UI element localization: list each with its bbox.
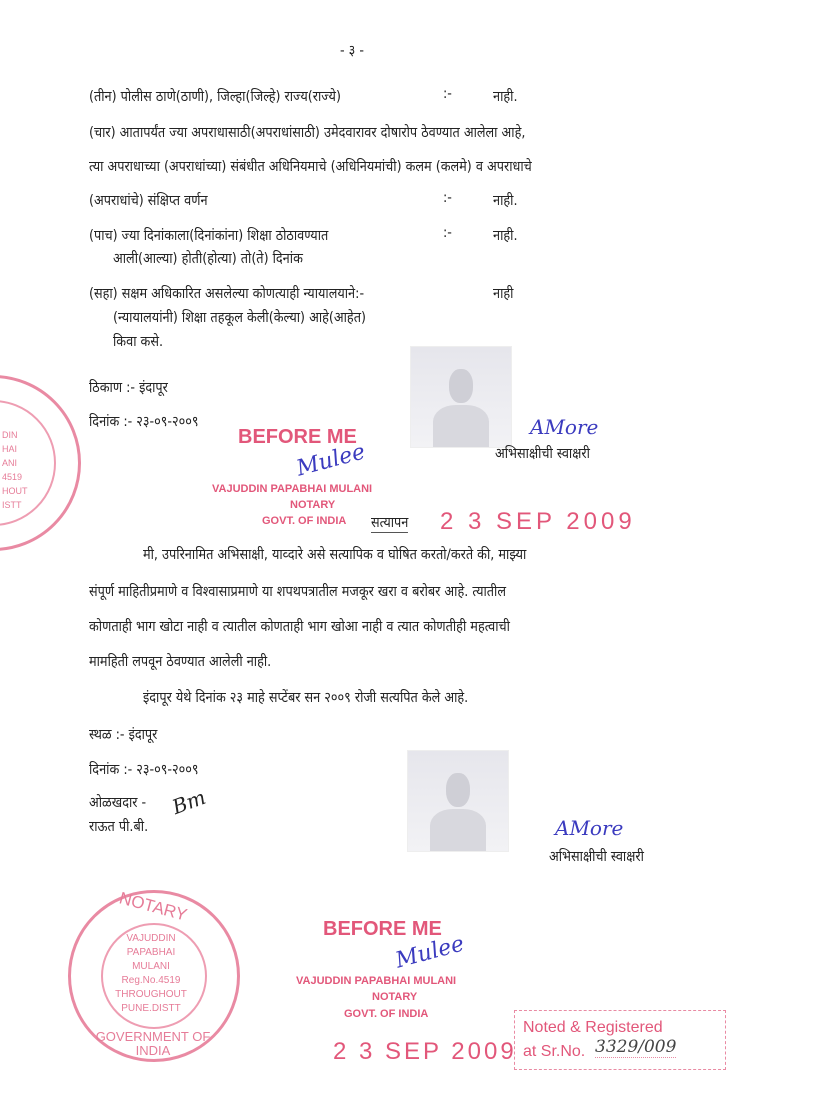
identifier-label: ओळखदार - bbox=[89, 795, 147, 811]
deponent-signature-label-2: अभिसाक्षीची स्वाक्षरी bbox=[549, 849, 644, 865]
answer: नाही. bbox=[493, 193, 518, 209]
seal-line: VAJUDDIN bbox=[126, 933, 176, 944]
deponent-signature-label: अभिसाक्षीची स्वाक्षरी bbox=[495, 446, 590, 462]
answer: नाही. bbox=[493, 228, 518, 244]
notary-govt: GOVT. OF INDIA bbox=[262, 515, 347, 527]
registration-number: 3329/009 bbox=[595, 1037, 677, 1057]
registration-label: at Sr.No. bbox=[523, 1043, 586, 1060]
seal-line: PUNE.DISTT bbox=[121, 1003, 181, 1014]
registration-stamp bbox=[514, 1010, 726, 1070]
verification-line3: कोणताही भाग खोटा नाही व त्यातील कोणताही भाग खोआ नाही व त्यात कोणतीही महत्वाची bbox=[89, 619, 510, 635]
separator: :- bbox=[443, 86, 452, 102]
clause-3: (तीन) पोलीस ठाणे(ठाणी), जिल्हा(जिल्हे) राज्य(राज्ये) bbox=[89, 89, 341, 105]
answer: नाही. bbox=[493, 89, 518, 105]
date-stamp-2: 2 3 SEP 2009 bbox=[333, 1038, 517, 1065]
date: दिनांक :- २३-०९-२००९ bbox=[89, 414, 199, 430]
clause-6-cont2: किवा कसे. bbox=[113, 334, 164, 350]
place: ठिकाण :- इंदापूर bbox=[89, 380, 168, 396]
notary-signature-2: Mulee bbox=[392, 931, 467, 974]
answer: नाही bbox=[493, 286, 514, 302]
seal-line: Reg.No.4519 bbox=[121, 975, 181, 986]
identifier-name: राऊत पी.बी. bbox=[89, 819, 149, 835]
verification-date-line: इंदापूर येथे दिनांक २३ माहे सप्टेंबर सन २००९ रोजी सत्यपित केले आहे. bbox=[143, 690, 469, 706]
seal-bottom-text: GOVERNMENT OF INDIA bbox=[95, 1029, 211, 1058]
seal-line: MULANI bbox=[132, 961, 170, 972]
page-number: - ३ - bbox=[340, 43, 364, 59]
seal-top-text: NOTARY bbox=[117, 888, 190, 925]
before-me-stamp: BEFORE ME bbox=[238, 426, 357, 448]
notary-title: NOTARY bbox=[290, 499, 336, 511]
verification-line1: मी, उपरिनामित अभिसाक्षी, याव्दारे असे सत्यापिक व घोषित करतो/करते की, माझ्या bbox=[143, 547, 527, 563]
verification-heading: सत्यापन bbox=[371, 512, 408, 533]
clause-5-cont: आली(आल्या) होती(होत्या) तो(ते) दिनांक bbox=[113, 251, 303, 267]
clause-4-line1: (चार) आतापर्यंत ज्या अपराधासाठी(अपराधांसाठी) उमेदवारावर दोषारोप ठेवण्यात आलेला आहे, bbox=[89, 125, 526, 141]
place: स्थळ :- इंदापूर bbox=[89, 727, 158, 743]
seal-line: THROUGHOUT bbox=[115, 989, 187, 1000]
clause-4-line2: त्या अपराधाच्या (अपराधांच्या) संबंधीत अधिनियमाचे (अधिनियमांची) कलम (कलमे) व अपराधाचे bbox=[89, 159, 532, 175]
notary-name-2: VAJUDDIN PAPABHAI MULANI bbox=[296, 975, 457, 987]
deponent-signature-2: AMore bbox=[555, 816, 624, 840]
clause-4-line3: (अपराधांचे) संक्षिप्त वर्णन bbox=[89, 193, 208, 209]
seal-text-partial: DIN HAI ANI 4519 HOUT ISTT bbox=[2, 430, 28, 510]
verification-line4: मामहिती लपवून ठेवण्यात आलेली नाही. bbox=[89, 654, 272, 670]
deponent-photo bbox=[410, 346, 512, 448]
registration-line1: Noted & Registered bbox=[523, 1019, 663, 1036]
identifier-signature: Bm bbox=[168, 784, 209, 820]
deponent-photo-2 bbox=[407, 750, 509, 852]
notary-signature: Mulee bbox=[293, 439, 368, 482]
verification-line2: संपूर्ण माहितीप्रमाणे व विश्वासाप्रमाणे या शपथपत्रातील मजकूर खरा व बरोबर आहे. त्यातील bbox=[89, 584, 507, 600]
date-stamp: 2 3 SEP 2009 bbox=[440, 508, 636, 535]
clause-6: (सहा) सक्षम अधिकारित असलेल्या कोणत्याही न्यायालयाने:- bbox=[89, 286, 365, 302]
clause-5: (पाच) ज्या दिनांकाला(दिनांकांना) शिक्षा ठोठावण्यात bbox=[89, 228, 329, 244]
seal-center-text bbox=[111, 932, 191, 1016]
date: दिनांक :- २३-०९-२००९ bbox=[89, 762, 199, 778]
notary-govt-2: GOVT. OF INDIA bbox=[344, 1008, 429, 1020]
separator: :- bbox=[443, 225, 452, 241]
before-me-stamp-2: BEFORE ME bbox=[323, 918, 442, 940]
seal-line: PAPABHAI bbox=[126, 947, 176, 958]
separator: :- bbox=[443, 190, 452, 206]
clause-6-cont: (न्यायालयांनी) शिक्षा तहकूल केली(केल्या) आहे(आहेत) bbox=[113, 310, 366, 326]
deponent-signature: AMore bbox=[530, 415, 599, 439]
notary-title-2: NOTARY bbox=[372, 991, 418, 1003]
notary-name: VAJUDDIN PAPABHAI MULANI bbox=[212, 483, 373, 495]
